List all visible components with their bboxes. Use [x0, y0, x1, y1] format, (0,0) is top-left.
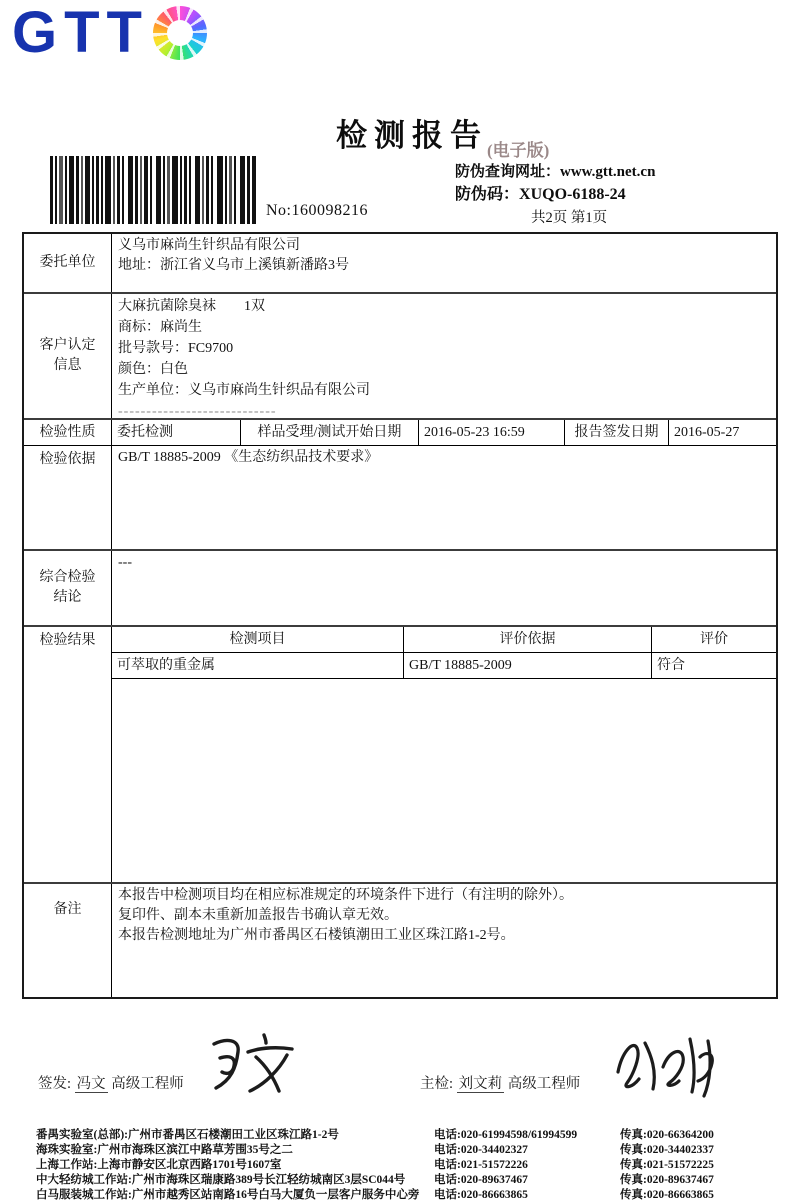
footer-address: 番禺实验室(总部):广州市番禺区石楼潮田工业区珠江路1-2号 — [36, 1129, 339, 1141]
result-basis: GB/T 18885-2009 — [404, 653, 652, 678]
sample-brand: 商标：麻尚生 — [118, 320, 202, 335]
issuer-signature-line — [38, 1072, 184, 1093]
results-col-eval: 评价 — [700, 631, 728, 647]
customer-info-label-line2: 信息 — [53, 358, 82, 373]
anti-fake-url-label: 防伪查询网址： — [455, 164, 561, 180]
page-count: 共2页 第1页 — [531, 210, 608, 226]
footer-contact-block — [36, 1128, 780, 1203]
row-customer-info-content — [112, 294, 776, 418]
row-test-basis-label: 检验依据 — [24, 446, 112, 549]
page-title-suffix: (电子版) — [487, 141, 550, 160]
row-client-label: 委托单位 — [24, 234, 112, 292]
conclusion-value: --- — [118, 555, 132, 570]
footer-address: 海珠实验室:广州市海珠区滨江中路草芳围35号之二 — [36, 1144, 293, 1156]
result-item: 可萃取的重金属 — [112, 653, 404, 678]
results-data-row — [112, 653, 776, 679]
row-test-basis — [24, 445, 776, 549]
footer-phone: 电话:021-51572226 — [434, 1159, 528, 1171]
row-conclusion-label — [24, 551, 112, 625]
sample-batch: 批号款号：FC9700 — [118, 341, 234, 356]
results-subtable — [112, 627, 776, 882]
sample-color: 颜色：白色 — [118, 362, 188, 377]
report-number: No:160098216 — [266, 202, 368, 219]
footer-address: 上海工作站:上海市静安区北京西路1701号1607室 — [36, 1159, 282, 1171]
footer-address: 中大轻纺城工作站:广州市海珠区瑞康路389号长江轻纺城南区3层SC044号 — [36, 1174, 406, 1186]
row-customer-info — [24, 292, 776, 418]
row-client-content — [112, 234, 776, 292]
customer-info-label-line1: 客户认定 — [39, 338, 96, 353]
test-basis-value: GB/T 18885-2009 《生态纺织品技术要求》 — [118, 450, 379, 465]
footer-fax: 传真:020-89637467 — [620, 1174, 714, 1186]
page-title: 检测报告 — [336, 118, 488, 153]
results-col-basis: 评价依据 — [404, 627, 652, 652]
footer-fax: 传真:021-51572225 — [620, 1159, 714, 1171]
sample-name: 大麻抗菌除臭袜 1双 — [118, 299, 265, 314]
conclusion-label-line2: 结论 — [53, 590, 82, 605]
pinwheel-logo-icon — [153, 6, 207, 60]
results-header-row — [112, 627, 776, 653]
issue-date-label: 报告签发日期 — [565, 420, 669, 445]
row-test-nature-label: 检验性质 — [24, 420, 112, 445]
footer-phone: 电话:020-86663865 — [434, 1189, 528, 1201]
inspector-name: 刘文莉 — [458, 1076, 503, 1092]
remark-line-3: 本报告检测地址为广州市番禺区石楼镇潮田工业区珠江路1-2号。 — [118, 928, 515, 943]
results-col-item: 检测项目 — [112, 627, 404, 652]
footer-phone: 电话:020-61994598/61994599 — [434, 1129, 578, 1141]
inspect-label: 主检: — [420, 1076, 454, 1092]
footer-row-panyu — [36, 1128, 780, 1143]
row-remarks-label: 备注 — [24, 884, 112, 997]
client-company: 义乌市麻尚生针织品有限公司 — [118, 238, 300, 253]
inspector-signature-line — [420, 1072, 580, 1093]
report-table — [22, 232, 778, 999]
result-evaluation: 符合 — [657, 657, 685, 673]
footer-row-baima — [36, 1188, 780, 1203]
test-nature-value: 委托检测 — [112, 420, 241, 445]
client-address: 地址：浙江省义乌市上溪镇新潘路3号 — [118, 258, 349, 273]
row-remarks — [24, 882, 776, 997]
issue-label: 签发: — [38, 1076, 72, 1092]
remark-line-1: 本报告中检测项目均在相应标准规定的环境条件下进行（有注明的除外）。 — [118, 888, 573, 903]
footer-address: 白马服装城工作站:广州市越秀区站南路16号白马大厦负一层客户服务中心旁 — [36, 1189, 420, 1201]
anti-fake-code-label: 防伪码： — [455, 186, 520, 203]
conclusion-label-line1: 综合检验 — [39, 570, 96, 585]
sample-date-label: 样品受理/测试开始日期 — [241, 420, 419, 445]
row-results — [24, 625, 776, 882]
sample-producer: 生产单位：义乌市麻尚生针织品有限公司 — [118, 383, 370, 398]
footer-phone: 电话:020-34402327 — [434, 1144, 528, 1156]
row-customer-info-label — [24, 294, 112, 418]
inspector-title: 高级工程师 — [507, 1076, 581, 1092]
footer-row-haizhu — [36, 1143, 780, 1158]
issuer-title: 高级工程师 — [111, 1076, 184, 1092]
footer-row-shanghai — [36, 1158, 780, 1173]
row-client — [24, 234, 776, 292]
gtt-logo-text: GTT — [12, 0, 149, 65]
anti-fake-code-value: XUQO-6188-24 — [519, 186, 626, 203]
footer-fax: 传真:020-34402337 — [620, 1144, 714, 1156]
issuer-handwritten-signature — [196, 1028, 306, 1102]
gtt-logo — [12, 0, 207, 65]
issue-date-value: 2016-05-27 — [674, 424, 740, 440]
remarks-content — [112, 884, 776, 997]
anti-fake-code-line — [455, 181, 626, 204]
remark-line-2: 复印件、副本未重新加盖报告书确认章无效。 — [118, 908, 398, 923]
footer-fax: 传真:020-86663865 — [620, 1189, 714, 1201]
footer-phone: 电话:020-89637467 — [434, 1174, 528, 1186]
barcode — [50, 156, 258, 224]
footer-row-zhongda — [36, 1173, 780, 1188]
inspector-handwritten-signature — [606, 1026, 732, 1104]
row-test-nature — [24, 418, 776, 445]
anti-fake-url-value: www.gtt.net.cn — [560, 164, 656, 180]
results-empty-area — [112, 679, 776, 882]
footer-fax: 传真:020-66364200 — [620, 1129, 714, 1141]
row-results-label: 检验结果 — [24, 627, 112, 882]
sample-date-value: 2016-05-23 16:59 — [419, 420, 565, 445]
issuer-name: 冯文 — [76, 1076, 106, 1092]
anti-fake-url-line — [455, 160, 655, 181]
sample-dashes: ---------------------------- — [118, 404, 277, 419]
row-conclusion — [24, 549, 776, 625]
